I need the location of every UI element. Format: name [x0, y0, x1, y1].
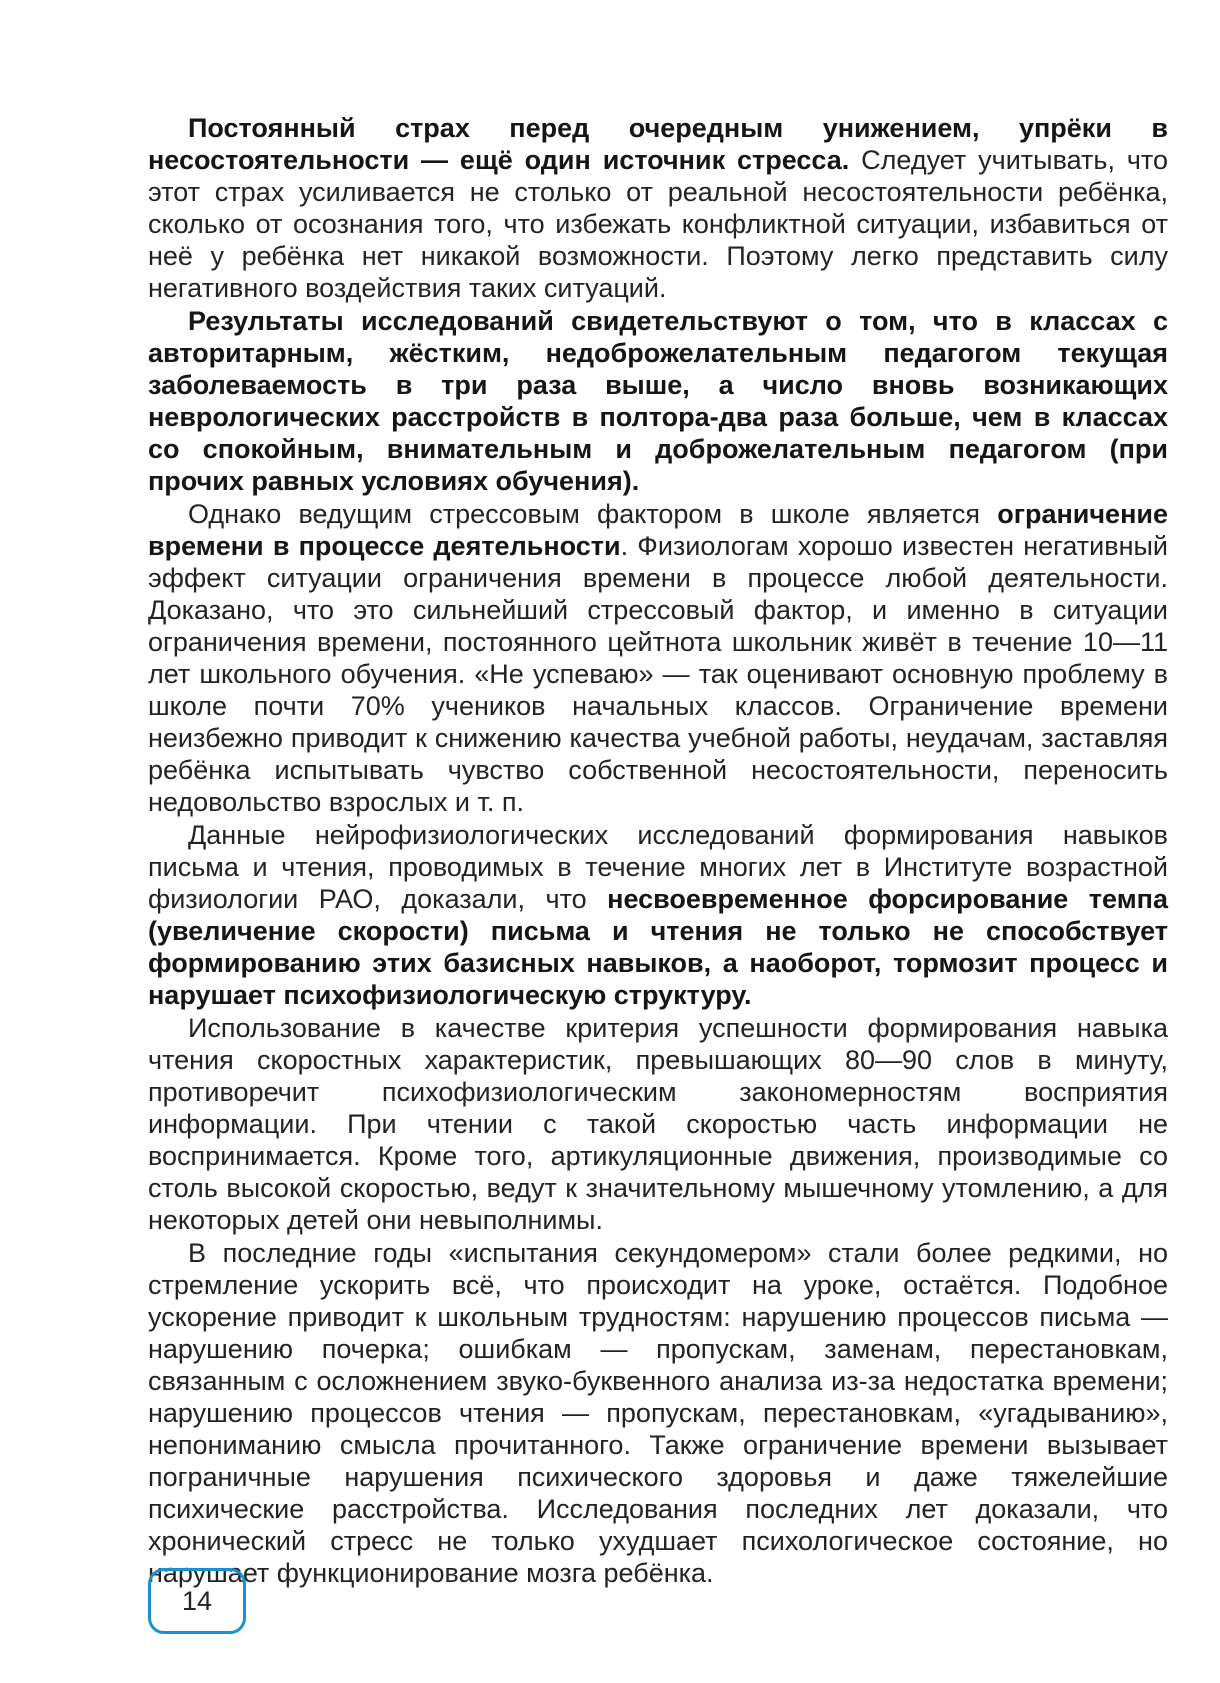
paragraph-4 [148, 819, 1168, 1011]
body-text: Следует учитывать, что этот страх усиливается не столько от реальной несостоятельности ребёнка, сколько от осознания того, что избежать конфликтной ситуации, избавиться от неё у ребёнка нет никакой возможности. Поэтому легко представить силу негативного воздействия таких ситуаций. [148, 145, 1168, 303]
bold-text: Постоянный страх перед очередным унижением, упрёки в несостоятельности — ещё один источник стресса. [148, 113, 1168, 175]
body-text: . Физиологам хорошо известен негативный эффект ситуации ограничения времени в процессе любой деятельности. Доказано, что это сильнейший стрессовый фактор, и именно в ситуации ограничения времени, постоянного цейтнота школьник живёт в течение 10—11 лет школьного обучения. «Не успеваю» — так оценивают основную проблему в школе почти 70% учеников начальных классов. Ограничение времени неизбежно приводит к снижению качества учебной работы, неудачам, заставляя ребёнка испытывать чувство собственной несостоятельности, переносить недовольство взрослых и т. п. [148, 531, 1169, 817]
bold-text: ограничение времени в процессе деятельности [148, 499, 1168, 561]
paragraph-3 [148, 498, 1168, 818]
bold-text: несвоевременное форсирование темпа (увеличение скорости) письма и чтения не только не способствует формированию этих базисных навыков, а наоборот, тормозит процесс и нарушает психофизиологическую структуру. [148, 884, 1168, 1010]
bold-text: Результаты исследований свидетельствуют о том, что в классах с авторитарным, жёстким, недоброжелательным педагогом текущая заболеваемость в три раза выше, а число вновь возникающих неврологических расстройств в полтора-два раза больше, чем в классах со спокойным, внимательным и доброжелательным педагогом (при прочих равных условиях обучения). [148, 306, 1168, 496]
body-text: Однако ведущим стрессовым фактором в школе является [188, 499, 998, 529]
paragraph-1 [148, 112, 1168, 304]
page-number: 14 [148, 1568, 246, 1634]
paragraph-6 [148, 1237, 1168, 1589]
paragraph-5 [148, 1012, 1168, 1236]
paragraph-2 [148, 305, 1168, 497]
body-text: Использование в качестве критерия успешности формирования навыка чтения скоростных характеристик, превышающих 80—90 слов в минуту, противоречит психофизиологическим закономерностям восприятия информации. При чтении с такой скоростью часть информации не воспринимается. Кроме того, артикуляционные движения, производимые со столь высокой скоростью, ведут к значительному мышечному утомлению, а для некоторых детей они невыполнимы. [148, 1013, 1168, 1235]
body-text: Данные нейрофизиологических исследований формирования навыков письма и чтения, проводимых в течение многих лет в Институте возрастной физиологии РАО, доказали, что [148, 820, 1168, 914]
page-body [148, 112, 1168, 1590]
body-text: В последние годы «испытания секундомером» стали более редкими, но стремление ускорить всё, что происходит на уроке, остаётся. Подобное ускорение приводит к школьным трудностям: нарушению процессов письма — нарушению почерка; ошибкам — пропускам, заменам, перестановкам, связанным с осложнением звуко-буквенного анализа из-за недостатка времени; нарушению процессов чтения — пропускам, перестановкам, «угадыванию», непониманию смысла прочитанного. Также ограничение времени вызывает пограничные нарушения психического здоровья и даже тяжелейшие психические расстройства. Исследования последних лет доказали, что хронический стресс не только ухудшает психологическое состояние, но нарушает функционирование мозга ребёнка. [148, 1238, 1168, 1588]
